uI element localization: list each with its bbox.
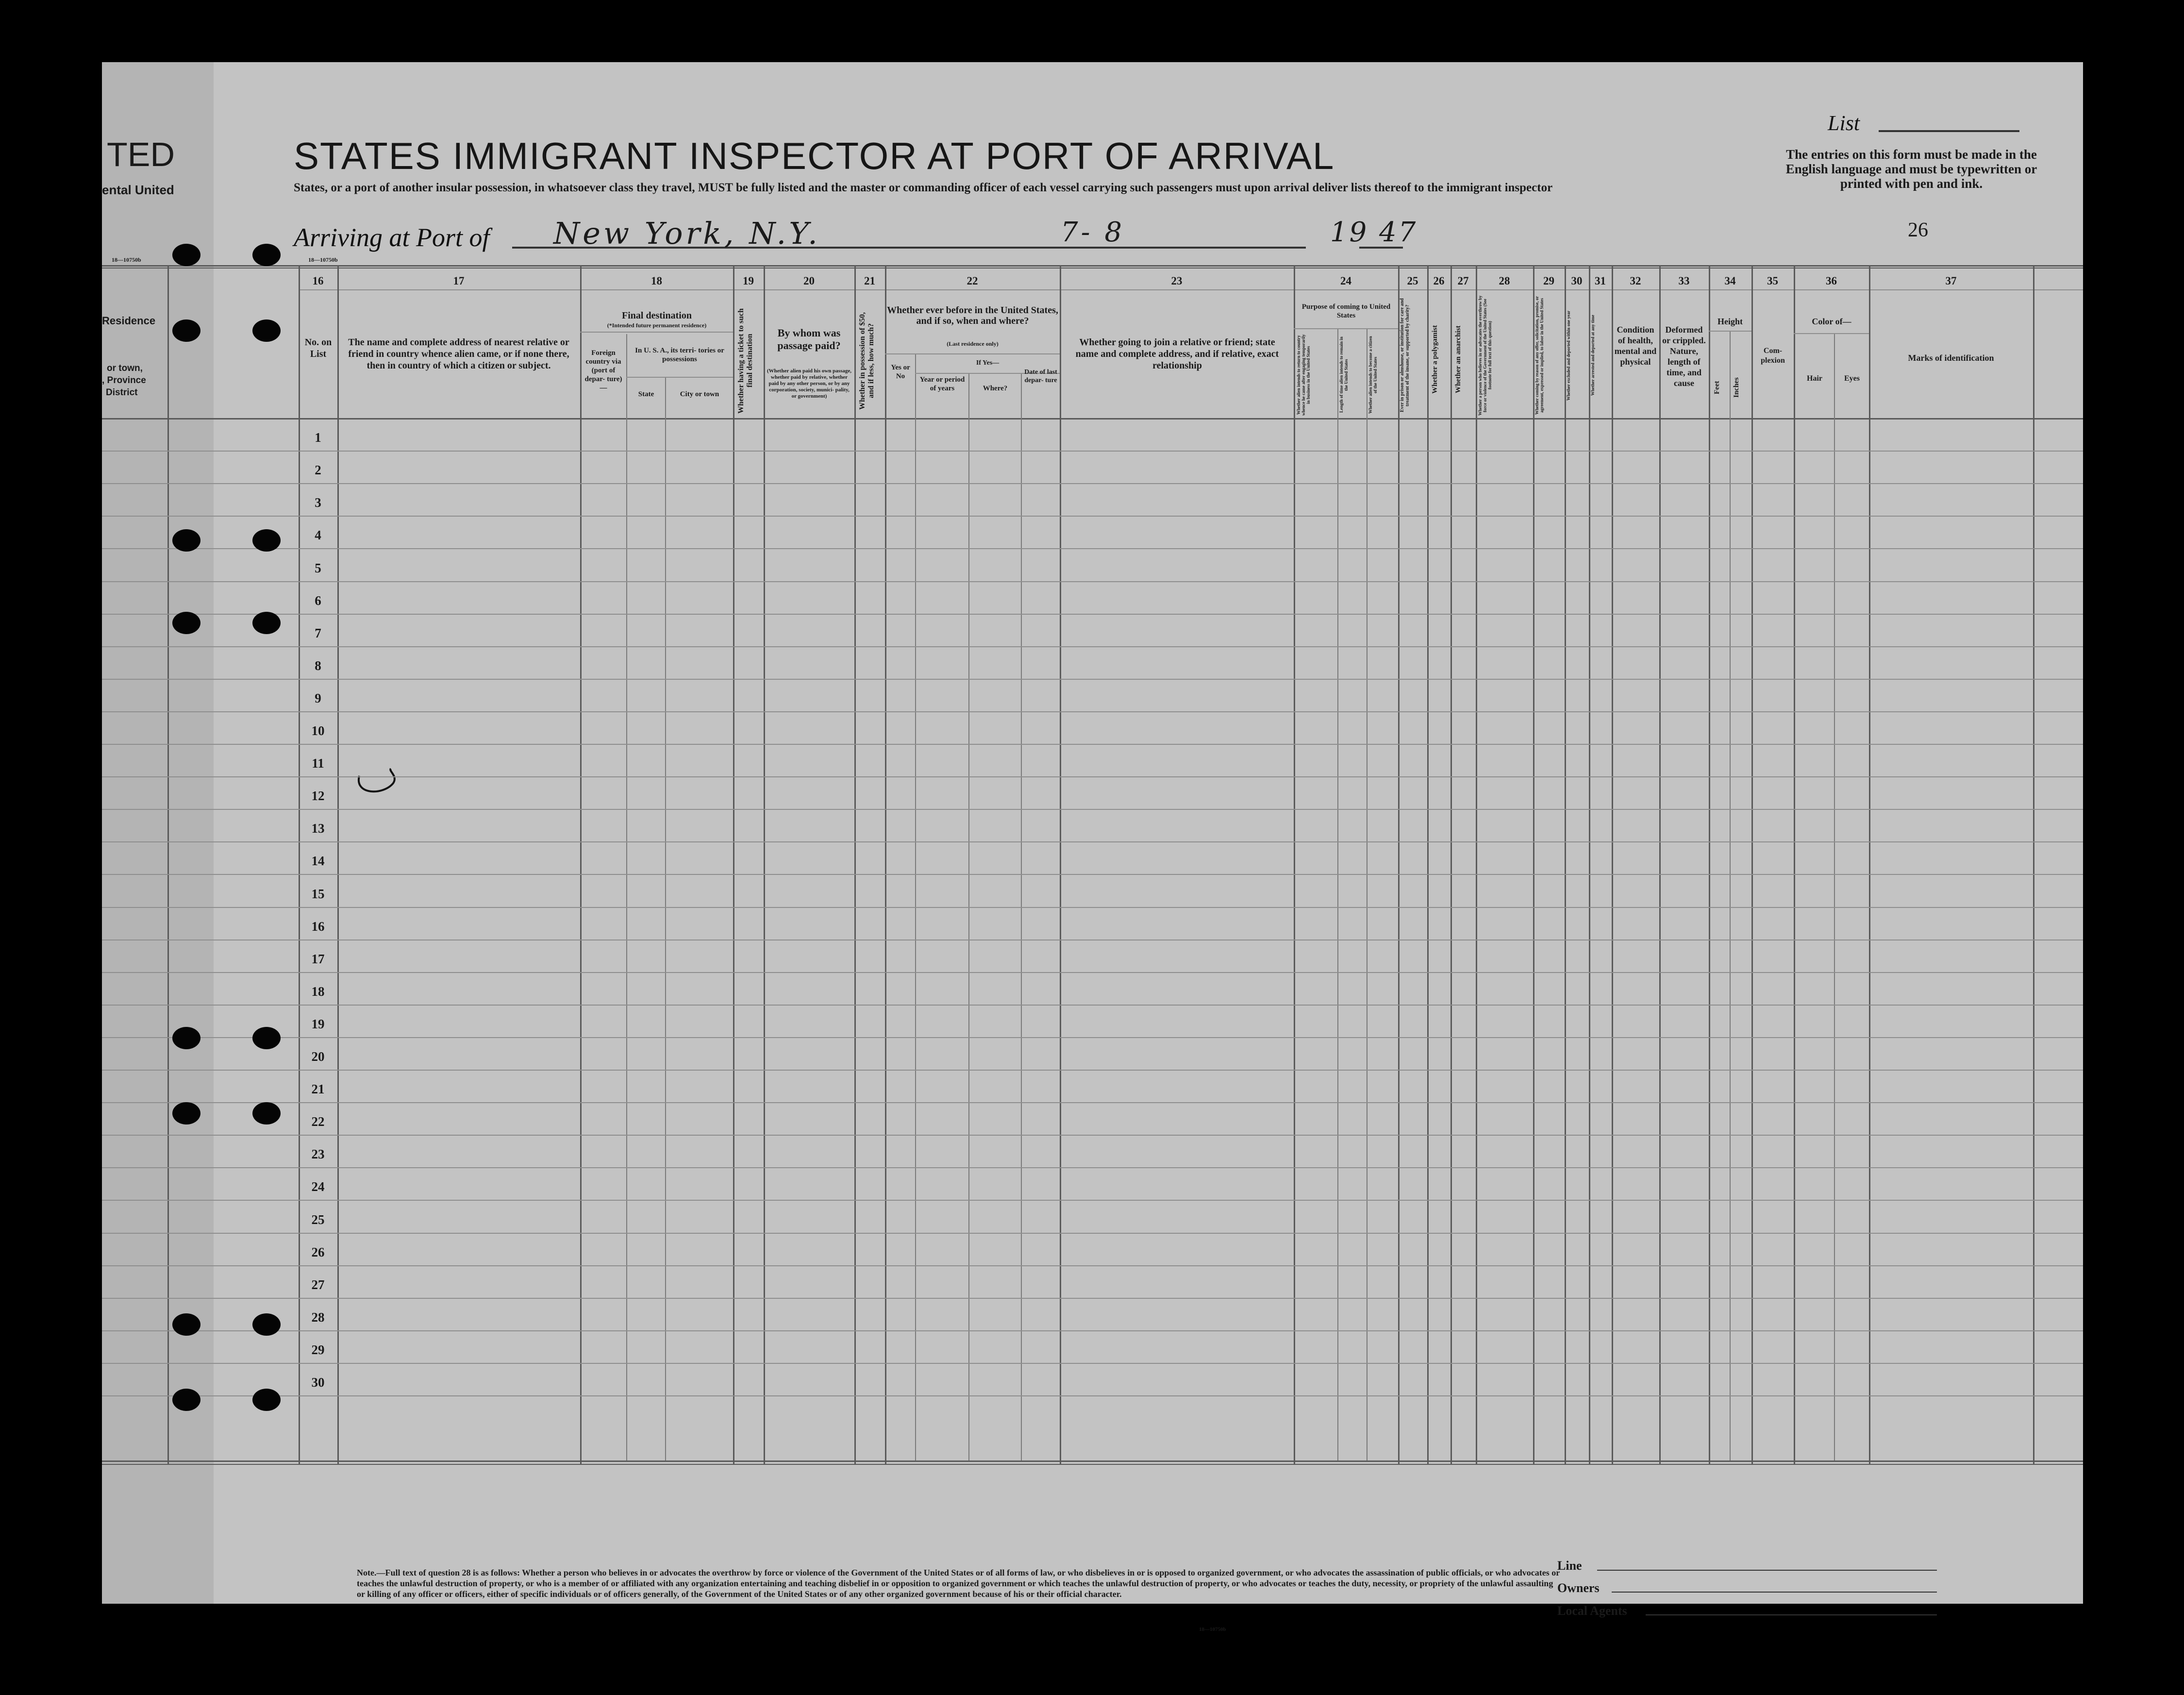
- col-28-number: 28: [1499, 275, 1510, 287]
- row-number: 13: [311, 821, 325, 836]
- col-37-number: 37: [1945, 275, 1957, 287]
- col-37-right-line: [2033, 265, 2034, 1464]
- col-22-date: Date of last depar- ture: [1024, 369, 1057, 384]
- row-line: [102, 1298, 2083, 1299]
- col-21-header: Whether in possession of $50, and if less, how much?: [858, 312, 875, 410]
- left-header-fragment: TED: [107, 135, 175, 173]
- row-line: [102, 483, 2083, 484]
- col-18-state: State: [638, 390, 654, 398]
- local-agents-label: Local Agents: [1557, 1604, 1627, 1618]
- punch-hole: [172, 1313, 200, 1336]
- row-number: 20: [311, 1049, 325, 1064]
- col-22-year: Year or period of years: [919, 376, 965, 392]
- col-34-number: 34: [1724, 275, 1736, 287]
- col-18-foreign: Foreign country via (port of depar- ture)—: [584, 349, 622, 392]
- col-16-number: 16: [312, 275, 324, 287]
- col-30-left-line: [1565, 265, 1566, 1464]
- year-underline: [1359, 247, 1403, 249]
- col-24-intends-return: Whether alien intends to return to country whence he came after engaging temporarily in business in the United States: [1296, 334, 1311, 416]
- row-line: [102, 516, 2083, 517]
- owners-label: Owners: [1557, 1581, 1600, 1595]
- col-26-left-line: [1427, 265, 1429, 1464]
- left-col-residence: Residence: [102, 315, 156, 327]
- row-line: [102, 711, 2083, 712]
- col-17-header: The name and complete address of nearest relative or friend in country whence alien came, or if none there, then in country of which a citizen or subject.: [348, 337, 569, 371]
- col-22-header: Whether ever before in the United States, and if so, when and where?: [887, 305, 1058, 326]
- row-number: 14: [311, 854, 325, 868]
- col-19-left-line: [733, 265, 734, 1464]
- col-22-year-line: [968, 373, 969, 1460]
- col-35-header: Com- plexion: [1761, 347, 1785, 365]
- col-18-state-line: [626, 334, 627, 1460]
- row-line: [102, 1037, 2083, 1038]
- col-24-header: Purpose of coming to United States: [1301, 303, 1391, 319]
- list-underline: [1879, 130, 2019, 132]
- col-29-number: 29: [1543, 275, 1554, 287]
- col-18-header: Final destination: [622, 310, 692, 321]
- punch-hole: [252, 612, 281, 634]
- row-number: 24: [311, 1179, 325, 1194]
- col-20-number: 20: [803, 275, 815, 287]
- row-line: [102, 1102, 2083, 1103]
- row-line: [102, 841, 2083, 842]
- col-24-sub-line: [1294, 328, 1398, 329]
- punch-hole: [172, 1102, 200, 1124]
- punch-hole: [252, 319, 281, 342]
- col-36-left-line: [1794, 265, 1795, 1464]
- col-21-number: 21: [864, 275, 875, 287]
- punch-hole: [172, 1027, 200, 1049]
- col-18-usa: In U. S. A., its terri- tories or possessions: [635, 347, 724, 363]
- row-number: 2: [315, 463, 321, 477]
- col-18-city: City or town: [680, 390, 719, 398]
- row-number: 8: [315, 658, 321, 673]
- row-number: 7: [315, 626, 321, 640]
- col-36-header: Color of—: [1812, 317, 1851, 326]
- punch-hole: [252, 1027, 281, 1049]
- col-22-sub-line: [885, 353, 1060, 354]
- list-label: List: [1828, 111, 1860, 135]
- header-bottom-line: [102, 418, 2083, 420]
- col-18-left-line: [580, 265, 582, 1464]
- punch-hole: [172, 1389, 200, 1411]
- row-line: [102, 614, 2083, 615]
- col-24-intends-citizen: Whether alien intends to become a citizen of the United States: [1368, 336, 1378, 414]
- col-17-number: 17: [453, 275, 465, 287]
- col-23-number: 23: [1171, 275, 1183, 287]
- punch-hole: [252, 1389, 281, 1411]
- col-31-header: Whether arrested and deported at any time: [1590, 315, 1595, 396]
- col-27-left-line: [1450, 265, 1452, 1464]
- row-line: [102, 1135, 2083, 1136]
- row-number: 15: [311, 887, 325, 901]
- grid-top-line: [102, 265, 2083, 267]
- col-18-subheader: (*Intended future permanent residence): [607, 322, 707, 329]
- col-32-left-line: [1612, 265, 1613, 1464]
- punch-hole: [172, 612, 200, 634]
- row-line: [102, 809, 2083, 810]
- left-strip-col-line-1: [167, 265, 169, 1464]
- left-page-strip: [102, 62, 218, 1604]
- col-32-number: 32: [1630, 275, 1641, 287]
- local-agents-field[interactable]: [1646, 1614, 1937, 1615]
- col-37-left-line: [1869, 265, 1870, 1464]
- col-22-left-line: [885, 265, 886, 1464]
- col-19-number: 19: [743, 275, 754, 287]
- col-28-header: Whether a person who believes in or advocates the overthrow by force or violence of the Government of the United States (See footnote for full text of this question): [1478, 295, 1492, 416]
- col-18-sub-line: [580, 332, 733, 333]
- col-24-sub1-line: [1337, 329, 1338, 1460]
- punch-hole: [172, 319, 200, 342]
- form-subtitle: States, or a port of another insular possession, in whatsoever class they travel, MUST be fully listed and the master or commanding officer of each vessel carrying such passengers must upon arrival deliver lists thereof to the immigrant inspector: [294, 181, 1553, 194]
- footer-note: Note.—Full text of question 28 is as follows: Whether a person who believes in or advocates the overthrow by force or violence of the Government of the United States or of all forms of law, or who disbelieves in or is opposed to organized government, or who advocates the assassination of public officials, or who advocates or teaches the unlawful destruction of property, or who is a member of or affiliated with any organization entertaining and teaching disbelief in or opposition to organized government or which teaches the unlawful destruction of property, or who advocates or teaches the duty, necessity, or propriety of the unlawful assaulting or killing of any officer or officers, either of specific individuals or of officers generally, of the Government of the United States or of any other organized government because of his or their official character.: [357, 1568, 1560, 1599]
- col-22-yesno: Yes or No: [891, 364, 910, 380]
- row-number: 11: [312, 756, 324, 771]
- row-number: 9: [315, 691, 321, 705]
- date-underline: [1015, 247, 1306, 249]
- row-number: 16: [311, 919, 325, 934]
- row-number: 10: [311, 723, 325, 738]
- grid-top-line-2: [102, 268, 2083, 269]
- col-33-number: 33: [1678, 275, 1690, 287]
- col-20-left-line: [764, 265, 765, 1464]
- col-27-number: 27: [1457, 275, 1469, 287]
- col-18-number: 18: [651, 275, 662, 287]
- left-col-residence-sub2: , Province: [102, 375, 146, 386]
- grid-bottom-line-2: [102, 1464, 2083, 1465]
- row-line: [102, 1167, 2083, 1168]
- owners-field[interactable]: [1612, 1592, 1937, 1593]
- english-notice: The entries on this form must be made in the English language and must be typewritten or printed with pen and ink.: [1785, 147, 2037, 191]
- col-36-number: 36: [1826, 275, 1837, 287]
- row-line: [102, 1005, 2083, 1006]
- row-line: [102, 1265, 2083, 1266]
- row-line: [102, 776, 2083, 777]
- left-col-residence-sub3: District: [106, 387, 138, 398]
- col-30-header: Whether excluded and deported within one year: [1566, 310, 1571, 401]
- col-26-number: 26: [1433, 275, 1445, 287]
- line-field[interactable]: [1597, 1570, 1937, 1571]
- col-36-hair: Hair: [1807, 374, 1822, 383]
- col-22-where: Where?: [983, 385, 1008, 392]
- col-24-number: 24: [1340, 275, 1351, 287]
- row-number: 3: [315, 495, 321, 510]
- col-34-inches-line: [1730, 332, 1731, 1460]
- row-line: [102, 581, 2083, 582]
- row-number: 1: [315, 430, 321, 445]
- col-16-left-line: [299, 265, 300, 1464]
- col-31-number: 31: [1595, 275, 1606, 287]
- col-number-line: [299, 289, 2083, 290]
- row-number: 6: [315, 593, 321, 608]
- col-34-sub-line: [1709, 331, 1751, 332]
- col-37-header: Marks of identification: [1908, 353, 1994, 363]
- col-18-usa-line: [626, 377, 733, 378]
- col-20-header: By whom was passage paid?: [777, 327, 841, 352]
- row-line: [102, 1363, 2083, 1364]
- row-line: [102, 1233, 2083, 1234]
- col-32-header: Condition of health, mental and physical: [1614, 325, 1657, 367]
- col-29-left-line: [1533, 265, 1534, 1464]
- row-number: 30: [311, 1375, 325, 1390]
- row-number: 22: [311, 1114, 325, 1129]
- punch-hole: [172, 244, 200, 266]
- row-number: 19: [311, 1017, 325, 1031]
- col-22-ifyes: If Yes—: [976, 359, 1000, 367]
- row-number: 4: [315, 528, 321, 542]
- col-29-header: Whether coming by reason of any offer, solicitation, promise, or agreement, expressed or implied, to labor in the United States: [1534, 296, 1544, 415]
- punch-hole: [172, 529, 200, 552]
- port-value[interactable]: New York, N.Y.: [553, 216, 820, 251]
- col-30-number: 30: [1571, 275, 1583, 287]
- col-24-left-line: [1294, 265, 1295, 1464]
- col-31-left-line: [1589, 265, 1590, 1464]
- row-number: 26: [311, 1245, 325, 1259]
- col-36-eyes: Eyes: [1844, 374, 1860, 383]
- col-22-subheader: (Last residence only): [947, 340, 999, 347]
- col-24-length-of-time: Length of time alien intends to remain in the United States: [1339, 336, 1349, 413]
- col-35-left-line: [1751, 265, 1753, 1464]
- col-23-header: Whether going to join a relative or friend; state name and complete address, and if relative, exact relationship: [1075, 337, 1279, 371]
- col-19-header: Whether having a ticket to such final destination: [737, 308, 754, 414]
- footer-form-code: 18—10750b: [1199, 1627, 1226, 1632]
- row-line: [102, 1330, 2083, 1331]
- col-25-left-line: [1398, 265, 1400, 1464]
- row-line: [102, 1395, 2083, 1396]
- row-number: 23: [311, 1147, 325, 1161]
- left-col-residence-sub1: or town,: [107, 363, 143, 373]
- grid-bottom-line: [102, 1460, 2083, 1462]
- row-line: [102, 1200, 2083, 1201]
- col-35-number: 35: [1767, 275, 1778, 287]
- handwritten-check-mark: [354, 761, 413, 800]
- row-number: 29: [311, 1343, 325, 1357]
- row-line: [102, 646, 2083, 647]
- row-line: [102, 679, 2083, 680]
- row-number: 5: [315, 561, 321, 575]
- col-22-number: 22: [967, 275, 978, 287]
- row-number: 25: [311, 1212, 325, 1227]
- punch-hole: [252, 1313, 281, 1336]
- col-34-header: Height: [1717, 317, 1743, 326]
- date-value[interactable]: 7- 8: [1061, 217, 1125, 248]
- col-26-header: Whether a polygamist: [1431, 325, 1439, 394]
- col-17-left-line: [337, 265, 339, 1464]
- form-title: STATES IMMIGRANT INSPECTOR AT PORT OF ARRIVAL: [294, 134, 1335, 177]
- form-code-mid: 18—10750b: [308, 256, 338, 263]
- row-line: [102, 548, 2083, 549]
- row-line: [102, 874, 2083, 875]
- col-34-inches: Inches: [1733, 377, 1740, 398]
- row-number: 17: [311, 952, 325, 966]
- row-number: 27: [311, 1277, 325, 1292]
- col-23-left-line: [1060, 265, 1061, 1464]
- row-line: [102, 972, 2083, 973]
- form-code-left: 18—10750b: [112, 256, 141, 263]
- col-34-left-line: [1709, 265, 1710, 1464]
- col-27-header: Whether an anarchist: [1454, 325, 1462, 394]
- row-number: 12: [311, 789, 325, 803]
- punch-hole: [252, 529, 281, 552]
- col-25-number: 25: [1407, 275, 1418, 287]
- row-line: [102, 451, 2083, 452]
- row-line: [102, 907, 2083, 908]
- col-33-left-line: [1659, 265, 1661, 1464]
- col-34-feet: Feet: [1713, 381, 1721, 394]
- line-label: Line: [1557, 1559, 1582, 1573]
- col-28-left-line: [1476, 265, 1477, 1464]
- punch-hole: [252, 1102, 281, 1124]
- row-number: 18: [311, 984, 325, 999]
- col-36-eyes-line: [1834, 334, 1835, 1460]
- arriving-label: Arriving at Port of: [294, 223, 490, 252]
- col-21-left-line: [854, 265, 856, 1464]
- col-25-header: Ever in prison or almshouse, or institution for care and treatment of the insane, or supported by charity?: [1400, 298, 1410, 413]
- col-16-header: No. on List: [304, 337, 332, 359]
- col-22-where-line: [1021, 373, 1022, 1460]
- row-number: 28: [311, 1310, 325, 1325]
- year-value[interactable]: 19 47: [1330, 217, 1418, 248]
- row-line: [102, 744, 2083, 745]
- left-subheader-fragment: ental United: [102, 183, 174, 197]
- punch-hole: [252, 244, 281, 266]
- row-line: [102, 1070, 2083, 1071]
- col-20-subheader: (Whether alien paid his own passage, whether paid by relative, whether paid by any other person, or by any corporation, society, munici- pality, or government): [767, 368, 851, 399]
- col-36-sub-line: [1794, 333, 1869, 334]
- col-33-header: Deformed or crippled. Nature, length of time, and cause: [1662, 325, 1706, 388]
- list-number[interactable]: 26: [1908, 219, 1928, 241]
- row-number: 21: [311, 1082, 325, 1096]
